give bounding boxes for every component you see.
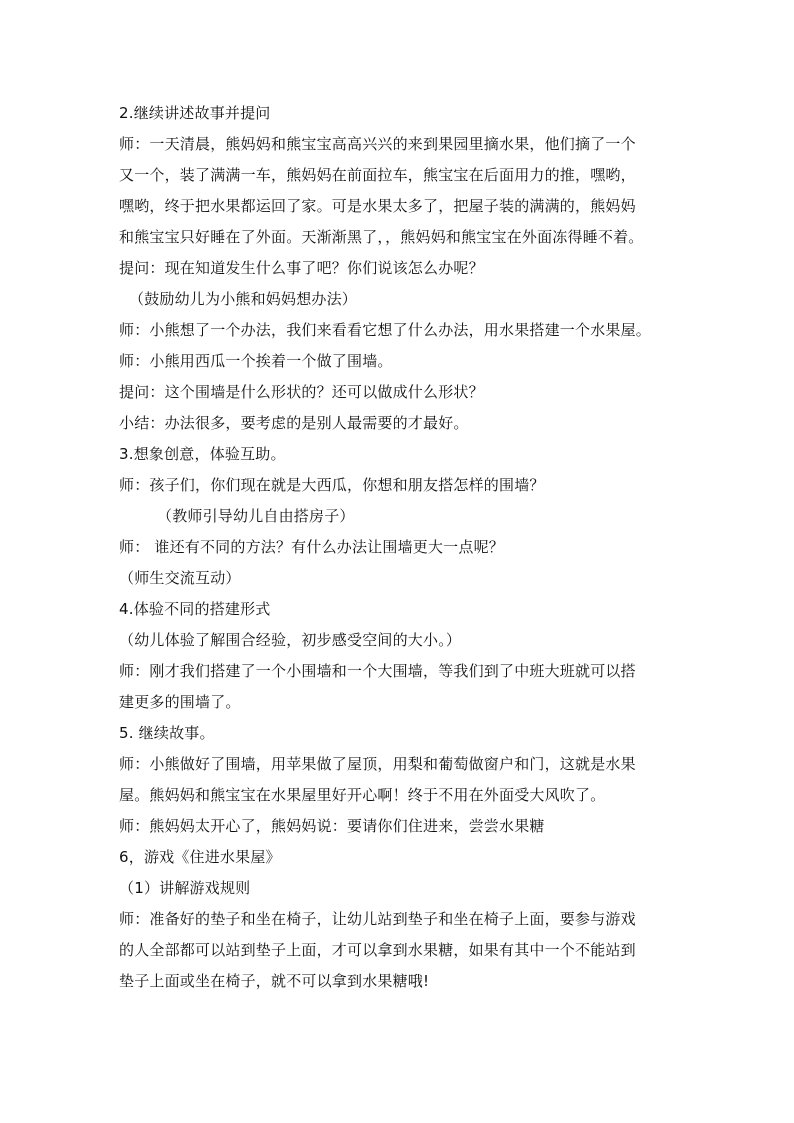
- paragraph-line: 垫子上面或坐在椅子，就不可以拿到水果糖哦!: [119, 972, 430, 990]
- section-heading-5: 5. 继续故事。: [119, 724, 215, 742]
- paragraph-line: 屋。熊妈妈和熊宝宝在水果屋里好开心啊！终于不用在外面受大风吹了。: [119, 786, 606, 804]
- section-heading-6: 6，游戏《住进水果屋》: [119, 848, 281, 866]
- paragraph-line: 又一个，装了满满一车，熊妈妈在前面拉车，熊宝宝在后面用力的推，嘿哟，: [119, 166, 636, 184]
- document-body: [119, 98, 679, 997]
- note-line: （幼儿体验了解围合经验，初步感受空间的大小。）: [119, 631, 462, 649]
- paragraph-line: 建更多的围墙了。: [119, 693, 241, 711]
- question-line: 提问：这个围墙是什么形状的？还可以做成什么形状？: [119, 383, 484, 401]
- note-line: （教师引导幼儿自由搭房子）: [157, 507, 355, 525]
- paragraph-line: 嘿哟，终于把水果都运回了家。可是水果太多了，把屋子装的满满的，熊妈妈: [119, 197, 636, 215]
- paragraph-line: 师：孩子们，你们现在就是大西瓜，你想和朋友搭怎样的围墙？: [119, 476, 545, 494]
- paragraph-line: 师：准备好的垫子和坐在椅子，让幼儿站到垫子和坐在椅子上面，要参与游戏: [119, 910, 636, 928]
- question-line: 提问：现在知道发生什么事了吧？你们说该怎么办呢？: [119, 259, 484, 277]
- section-heading-4: 4.体验不同的搭建形式: [119, 600, 271, 618]
- paragraph-line: 师： 谁还有不同的方法？有什么办法让围墙更大一点呢？: [119, 538, 504, 556]
- note-line: （鼓励幼儿为小熊和妈妈想办法）: [129, 290, 358, 308]
- note-line: （师生交流互动）: [119, 569, 241, 587]
- paragraph-line: 师：小熊想了一个办法，我们来看看它想了什么办法，用水果搭建一个水果屋。: [119, 321, 652, 339]
- paragraph-line: 的人全部都可以站到垫子上面，才可以拿到水果糖，如果有其中一个不能站到: [119, 941, 636, 959]
- paragraph-line: 师：熊妈妈太开心了，熊妈妈说：要请你们住进来，尝尝水果糖: [119, 817, 545, 835]
- paragraph-line: 和熊宝宝只好睡在了外面。天渐渐黑了，，熊妈妈和熊宝宝在外面冻得睡不着。: [119, 228, 644, 246]
- subheading-line: （1）讲解游戏规则: [119, 879, 251, 897]
- section-heading-3: 3.想象创意，体验互助。: [119, 445, 286, 463]
- paragraph-line: 师：小熊用西瓜一个挨着一个做了围墙。: [119, 352, 393, 370]
- section-heading-2: 2.继续讲述故事并提问: [119, 104, 271, 122]
- summary-line: 小结：办法很多，要考虑的是别人最需要的才最好。: [119, 414, 469, 432]
- paragraph-line: 师：刚才我们搭建了一个小围墙和一个大围墙，等我们到了中班大班就可以搭: [119, 662, 636, 680]
- paragraph-line: 师：一天清晨，熊妈妈和熊宝宝高高兴兴的来到果园里摘水果，他们摘了一个: [119, 135, 636, 153]
- paragraph-line: 师：小熊做好了围墙，用苹果做了屋顶，用梨和葡萄做窗户和门，这就是水果: [119, 755, 636, 773]
